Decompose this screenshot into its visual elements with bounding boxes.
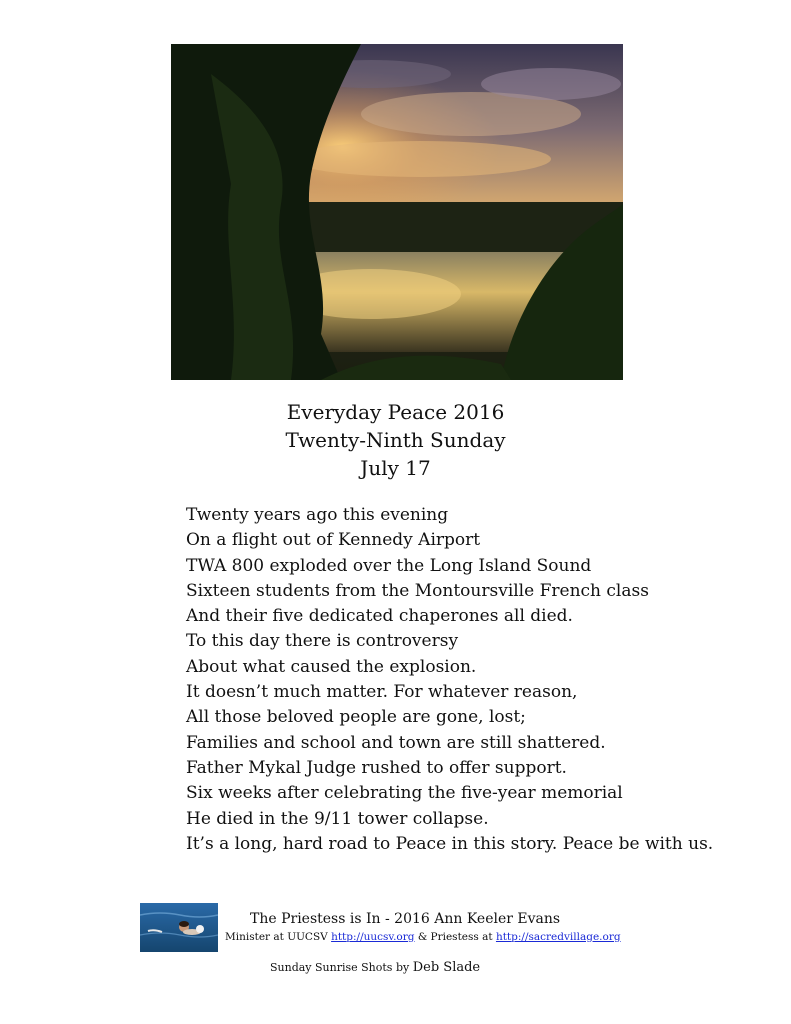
poem-line: About what caused the explosion.	[186, 656, 477, 677]
sunrise-lake-photo	[171, 44, 623, 380]
minister-label: Minister at UUCSV	[225, 931, 328, 943]
footer-contact-line	[225, 930, 621, 944]
poem-line: It’s a long, hard road to Peace in this story. Peace be with us.	[186, 833, 714, 854]
page-title: Everyday Peace 2016	[286, 400, 505, 424]
poem-line: Sixteen students from the Montoursville French class	[186, 580, 649, 601]
uucsv-link[interactable]: http://uucsv.org	[331, 931, 415, 943]
poem-line: It doesn’t much matter. For whatever reason,	[186, 682, 578, 703]
footer-title: The Priestess is In - 2016 Ann Keeler Evans	[250, 911, 561, 927]
poem-line: On a flight out of Kennedy Airport	[186, 530, 481, 551]
poem-line: Father Mykal Judge rushed to offer support.	[186, 757, 567, 778]
poem-line: TWA 800 exploded over the Long Island Sound	[186, 555, 592, 576]
priestess-label: & Priestess at	[417, 931, 493, 943]
credits-label: Sunday Sunrise Shots by	[270, 961, 410, 974]
sacredvillage-link[interactable]: http://sacredvillage.org	[495, 931, 621, 943]
poem-line: And their five dedicated chaperones all died.	[186, 606, 573, 627]
poem	[186, 503, 776, 857]
poem-line: Families and school and town are still shattered.	[186, 732, 606, 753]
poem-line: Twenty years ago this evening	[186, 505, 449, 525]
page-date: July 17	[360, 456, 431, 480]
poem-line: All those beloved people are gone, lost;	[186, 707, 526, 728]
credits-name: Deb Slade	[412, 960, 481, 975]
title-block	[0, 398, 791, 482]
swimmer-photo	[140, 903, 218, 952]
poem-line: He died in the 9/11 tower collapse.	[186, 808, 489, 829]
poem-line: Six weeks after celebrating the five-year memorial	[186, 783, 623, 804]
poem-line: To this day there is controversy	[186, 631, 459, 652]
page-subtitle: Twenty-Ninth Sunday	[285, 428, 506, 452]
photo-credits	[270, 960, 480, 976]
